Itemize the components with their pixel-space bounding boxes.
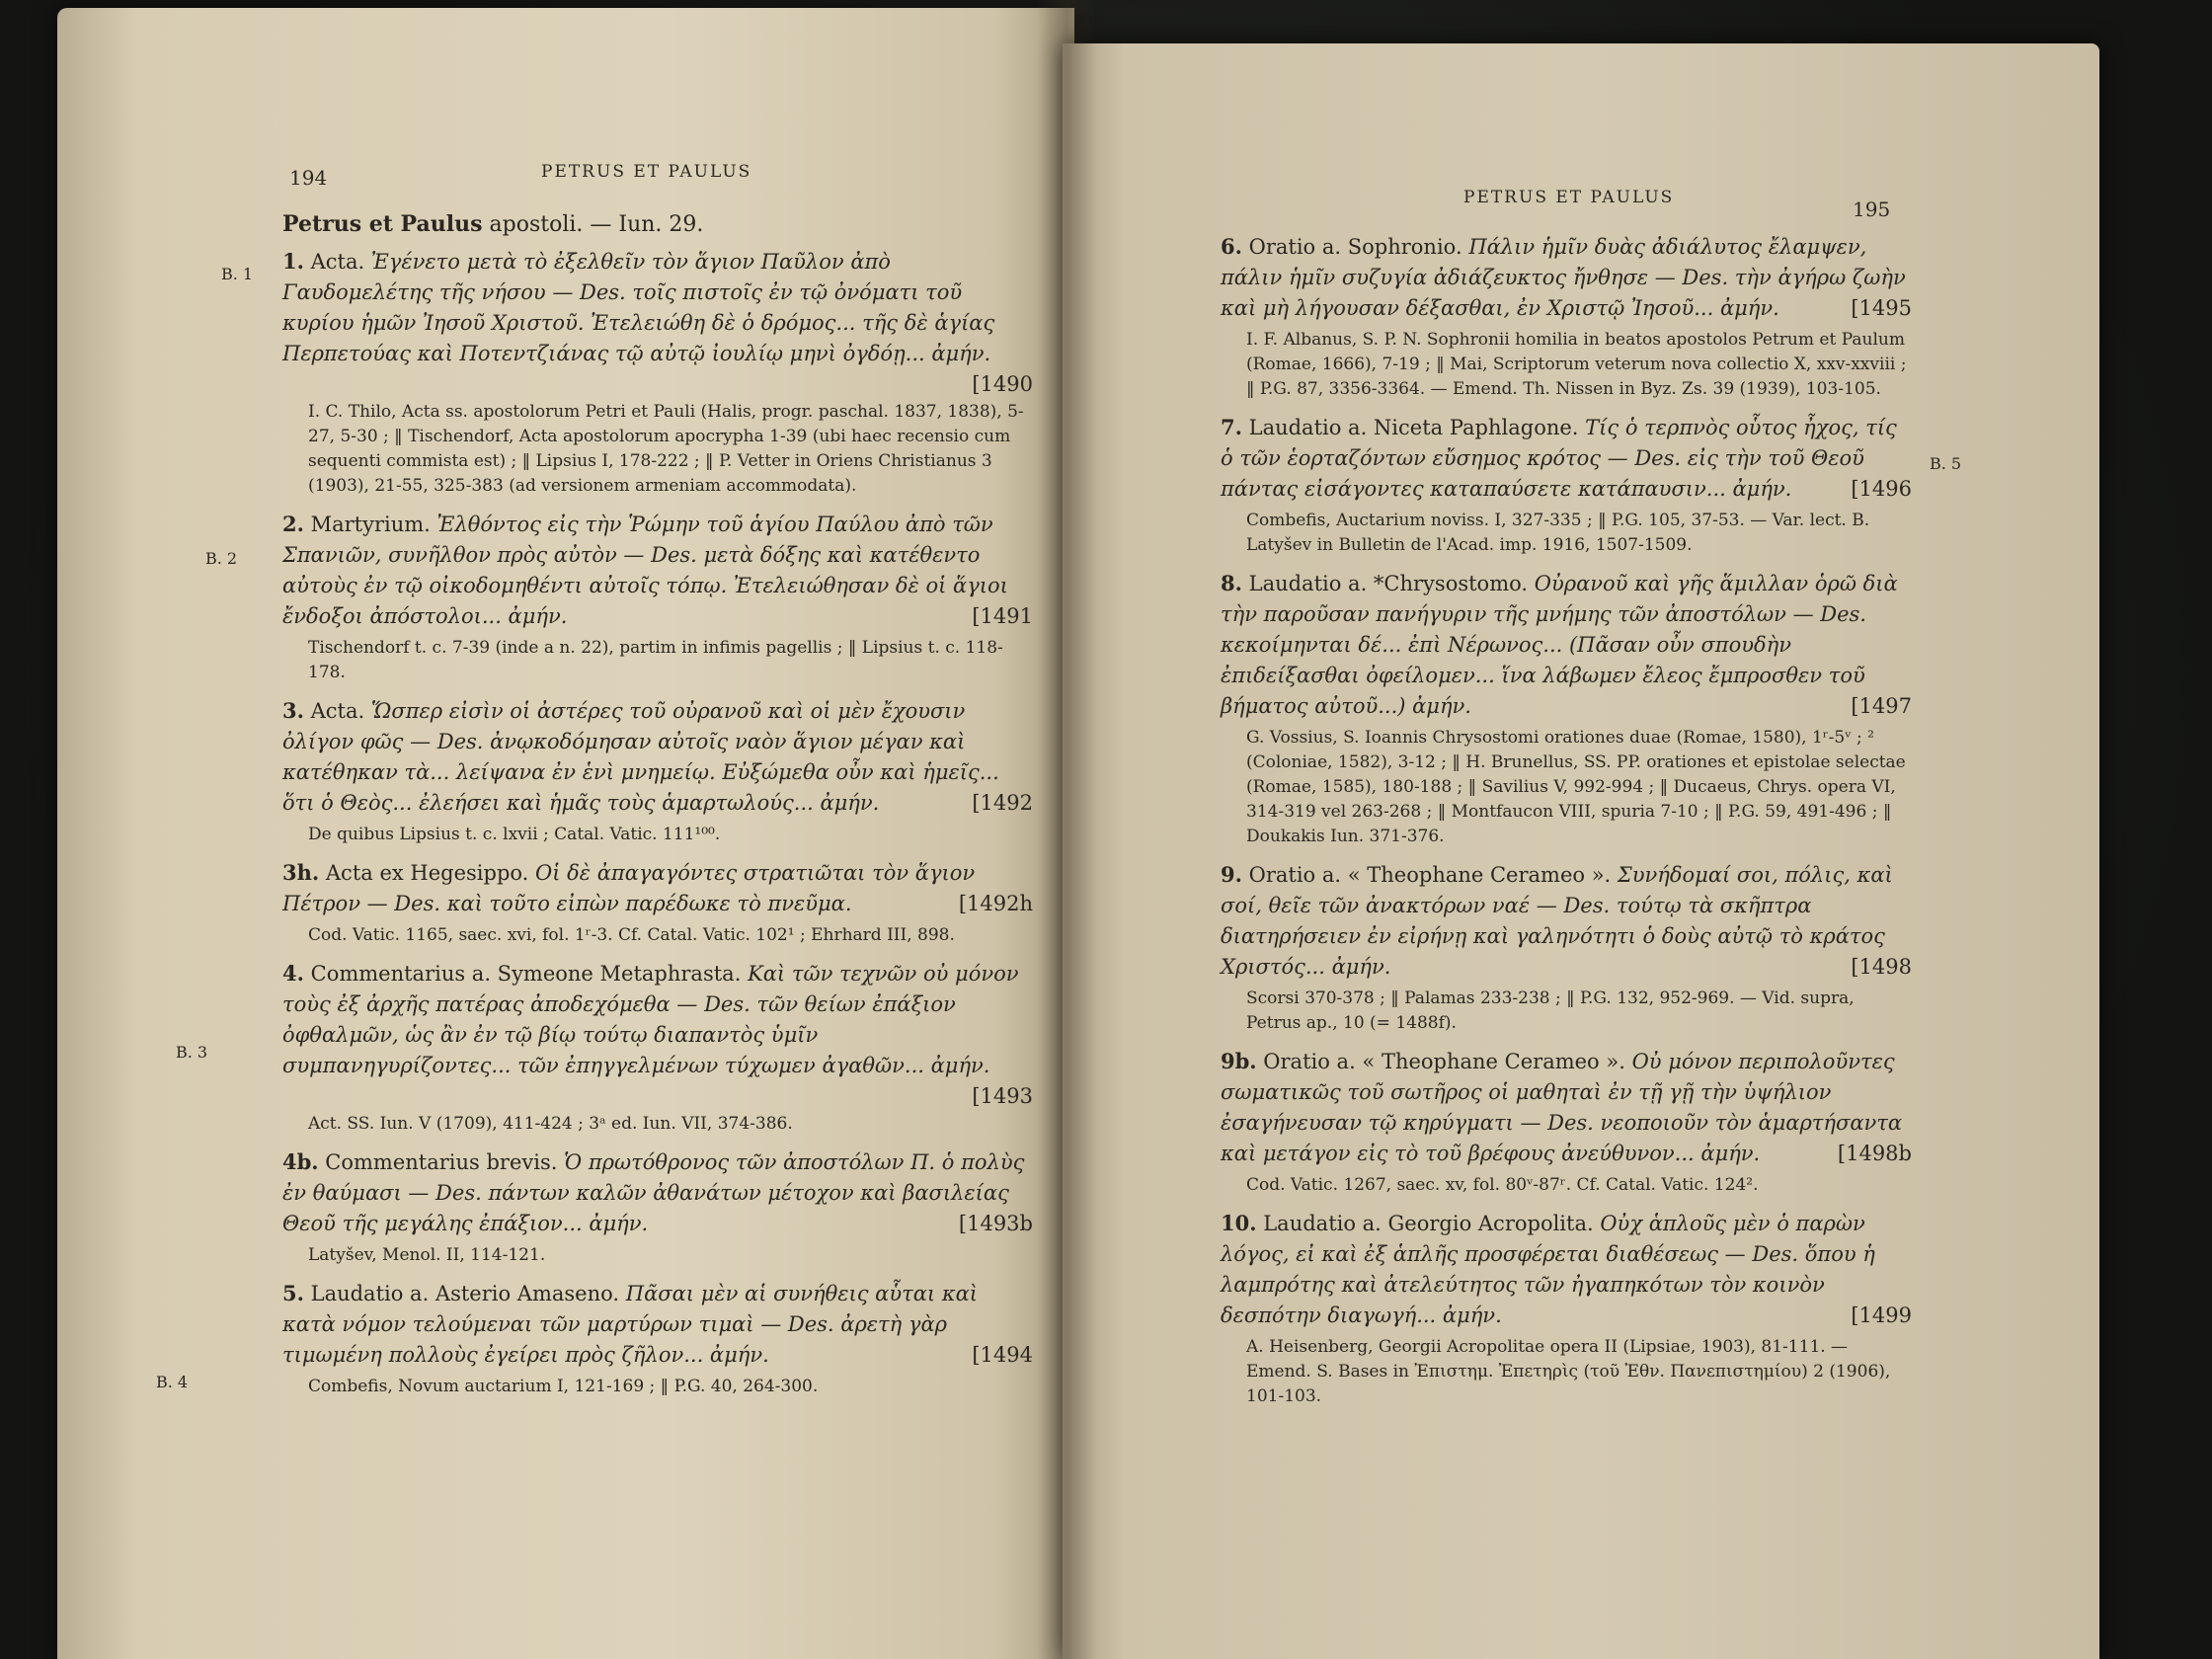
bhg-number: [1490 (972, 372, 1033, 396)
entry-title: Martyrium. (310, 513, 431, 536)
entry-heading (282, 209, 1033, 240)
entry-text (1221, 568, 1912, 722)
entry-title: Laudatio a. Asterio Amaseno. (310, 1282, 620, 1305)
right-entries (1221, 231, 1912, 1409)
catalog-entry (1221, 568, 1912, 849)
bibliography: Combefis, Novum auctarium I, 121-169 ; ‖ P.G. 40, 264-300. (308, 1377, 819, 1396)
bibliography: Cod. Vatic. 1267, saec. xv, fol. 80ᵛ-87ʳ. Cf. Catal. Vatic. 124². (1246, 1175, 1759, 1195)
bhg-number: [1492 (972, 791, 1033, 815)
entry-text (282, 857, 1033, 919)
bhg-number: [1493b (958, 1212, 1033, 1235)
entry-text (1221, 231, 1912, 324)
entry-text (282, 509, 1033, 632)
bibliography: Latyšev, Menol. II, 114-121. (308, 1245, 546, 1265)
entry-number: 4b. (282, 1149, 319, 1174)
book-gutter (1037, 0, 1096, 1659)
greek-incipit: Ἐλθόντος εἰς τὴν Ῥώμην τοῦ ἁγίου Παύλου ἀπὸ τῶν Σπανιῶν, συνῆλθον πρὸς αὐτὸν — Des. μετὰ δόξης καὶ κατέθεντο αὐτοὺς ἐν τῷ οἰκοδομηθέντι αὐτοῖς τόπῳ. Ἐτελειώθησαν δὲ οἱ ἅγιοι ἔνδοξοι ἀπόστολοι... ἀμήν. (282, 513, 1008, 628)
entry-title: Acta. (310, 699, 365, 723)
bhg-number: [1492h (958, 892, 1033, 915)
greek-incipit: Οὐ μόνον περιπολοῦντες σωματικῶς τοῦ σωτῆρος οἱ μαθηταὶ ἐν τῇ γῇ τὴν ὑψήλιον ἐσαγήνευσαν τῷ κηρύγματι — Des. νεοποιοῦν τὸν ἁμαρτήσαντα καὶ μετάγον εἰς τὸ τοῦ βρέφους ἀνεύθυνον... ἀμήν. (1221, 1050, 1903, 1165)
bibliography: De quibus Lipsius t. c. lxvii ; Catal. Vatic. 111¹⁰⁰. (308, 825, 721, 844)
margin-note: B. 4 (156, 1373, 189, 1391)
entry-text (1221, 1208, 1912, 1331)
entry-title: Commentarius a. Symeone Metaphrasta. (310, 962, 742, 986)
margin-note: B. 5 (1930, 454, 1962, 473)
saint-name: Petrus et Paulus (282, 211, 483, 237)
bhg-number: [1497 (1851, 694, 1912, 718)
bhg-number: [1495 (1851, 296, 1912, 320)
entry-text (282, 1278, 1033, 1371)
greek-incipit: Πᾶσαι μὲν αἱ συνήθεις αὗται καὶ κατὰ νόμον τελούμεναι τῶν μαρτύρων τιμαὶ — Des. ἀρετὴ γὰρ τιμωμένη πολλοὺς ἐγείρει πρὸς ζῆλον... ἀμήν. (282, 1282, 979, 1367)
margin-note: B. 1 (221, 265, 254, 283)
entry-text (282, 958, 1033, 1108)
entry-number: 6. (1221, 234, 1242, 259)
bibliography: G. Vossius, S. Ioannis Chrysostomi orationes duae (Romae, 1580), 1ʳ-5ᵛ ; ² (Coloniae, 1582), 3-12 ; ‖ H. Brunellus, SS. PP. orationes et epistolae selectae (Romae, 1585), 180-188 ; ‖ Savilius V, 992-994 ; ‖ Ducaeus, Chrys. opera VI, 314-319 vel 263-268 ; ‖ Montfaucon VIII, spuria 7-10 ; ‖ P.G. 59, 491-496 ; ‖ Doukakis Iun. 371-376. (1246, 728, 1906, 846)
entry-number: 2. (282, 512, 304, 536)
left-running-head: PETRUS ET PAULUS (541, 162, 752, 182)
entry-number: 3. (282, 698, 304, 723)
entry-title: Laudatio a. Niceta Paphlagone. (1248, 416, 1579, 439)
greek-incipit: Τίς ὁ τερπνὸς οὗτος ἦχος, τίς ὁ τῶν ἑορταζόντων εὔσημος κρότος — Des. εἰς τὴν τοῦ Θεοῦ πάντας εἰσάγοντες καταπαύσετε κατάπαυσιν... ἀμήν. (1221, 416, 1897, 501)
catalog-entry (1221, 231, 1912, 402)
greek-incipit: Ὥσπερ εἰσὶν οἱ ἀστέρες τοῦ οὐρανοῦ καὶ οἱ μὲν ἔχουσιν ὀλίγον φῶς — Des. ἀνῳκοδόμησαν αὐτοῖς ναὸν ἅγιον μέγαν καὶ κατέθηκαν τὰ... λείψανα ἐν ἑνὶ μνημείῳ. Εὐξώμεθα οὖν καὶ ἡμεῖς... ὅτι ὁ Θεὸς... ἐλεήσει καὶ ἡμᾶς τοὺς ἁμαρτωλούς... ἀμήν. (282, 699, 999, 815)
left-page-number: 194 (289, 166, 328, 190)
bibliography: Tischendorf t. c. 7-39 (inde a n. 22), partim in infimis pagellis ; ‖ Lipsius t. c. 118-178. (308, 638, 1003, 682)
greek-incipit: Ὁ πρωτόθρονος τῶν ἀποστόλων Π. ὁ πολὺς ἐν θαύμασι — Des. πάντων καλῶν ἀθανάτων μέτοχον καὶ βασιλείας Θεοῦ τῆς μεγάλης ἐπάξιον... ἀμήν. (282, 1150, 1025, 1235)
entry-text (282, 1146, 1033, 1239)
entry-title: Laudatio a. Georgio Acropolita. (1263, 1212, 1594, 1235)
entry-number: 3h. (282, 860, 320, 885)
bibliography: Combefis, Auctarium noviss. I, 327-335 ; ‖ P.G. 105, 37-53. — Var. lect. B. Latyšev in Bulletin de l'Acad. imp. 1916, 1507-1509. (1246, 511, 1870, 555)
entry-text (282, 246, 1033, 396)
bibliography: I. C. Thilo, Acta ss. apostolorum Petri et Pauli (Halis, progr. paschal. 1837, 1838), 5-27, 5-30 ; ‖ Tischendorf, Acta apostolorum apocrypha 1-39 (ubi haec recensio cum sequenti commista est) ; ‖ Lipsius I, 178-222 ; ‖ P. Vetter in Oriens Christianus 3 (1903), 21-55, 325-383 (ad versionem armeniam accommodata). (308, 402, 1024, 496)
bhg-number: [1496 (1851, 477, 1912, 501)
bhg-number: [1491 (972, 604, 1033, 628)
left-column (282, 209, 1033, 1409)
greek-incipit: Πάλιν ἡμῖν δυὰς ἀδιάλυτος ἔλαμψεν, πάλιν ἡμῖν συζυγία ἀδιάζευκτος ἤνθησε — Des. τὴν ἀγήρω ζωὴν καὶ μὴ λήγουσαν δέξασθαι, ἐν Χριστῷ Ἰησοῦ... ἀμήν. (1221, 235, 1906, 320)
bhg-number: [1498 (1851, 955, 1912, 979)
entry-number: 8. (1221, 571, 1242, 595)
greek-incipit: Οὐρανοῦ καὶ γῆς ἅμιλλαν ὁρῶ διὰ τὴν παροῦσαν πανήγυριν τῆς μνήμης τῶν ἀποστόλων — Des. κεκοίμηνται δέ... ἐπὶ Νέρωνος... (Πᾶσαν οὖν σπουδὴν ἐπιδείξασθαι ὀφείλομεν... ἵνα λάβωμεν ἔλεος ἔμπροσθεν τοῦ βήματος αὐτοῦ...) ἀμήν. (1221, 572, 1898, 718)
catalog-entry (282, 1278, 1033, 1399)
greek-incipit: Ἐγένετο μετὰ τὸ ἐξελθεῖν τὸν ἅγιον Παῦλον ἀπὸ Γαυδομελέτης τῆς νήσου — Des. τοῖς πιστοῖς ἐν τῷ ὀνόματι τοῦ κυρίου ἡμῶν Ἰησοῦ Χριστοῦ. Ἐτελειώθη δὲ ὁ δρόμος... τῆς δὲ ἁγίας Περπετούας καὶ Ποτεντζιάνας τῷ αὐτῷ ἰουλίῳ μηνὶ ὀγδόῃ... ἀμήν. (282, 250, 995, 365)
entry-number: 7. (1221, 415, 1242, 439)
bhg-number: [1499 (1851, 1304, 1912, 1327)
bibliography: Scorsi 370-378 ; ‖ Palamas 233-238 ; ‖ P.G. 132, 952-969. — Vid. supra, Petrus ap., 10 (= 1488f). (1246, 988, 1855, 1033)
entry-number: 10. (1221, 1211, 1257, 1235)
right-column (1221, 231, 1912, 1419)
bibliography: I. F. Albanus, S. P. N. Sophronii homilia in beatos apostolos Petrum et Paulum (Romae, 1666), 7-19 ; ‖ Mai, Scriptorum veterum nova collectio X, xxv-xxviii ; ‖ P.G. 87, 3356-3364. — Emend. Th. Nissen in Byz. Zs. 39 (1939), 103-105. (1246, 330, 1907, 399)
entry-text (1221, 859, 1912, 983)
right-running-head: PETRUS ET PAULUS (1463, 188, 1675, 207)
bibliography: Cod. Vatic. 1165, saec. xvi, fol. 1ʳ-3. Cf. Catal. Vatic. 102¹ ; Ehrhard III, 898. (308, 925, 955, 945)
catalog-entry (282, 246, 1033, 499)
right-page (1063, 43, 2099, 1659)
entry-number: 5. (282, 1281, 304, 1305)
bhg-number: [1493 (972, 1084, 1033, 1108)
entry-number: 9b. (1221, 1049, 1257, 1073)
bhg-number: [1494 (972, 1343, 1033, 1367)
entry-title: Oratio a. Sophronio. (1248, 235, 1462, 259)
entry-number: 9. (1221, 862, 1242, 887)
catalog-entry (282, 857, 1033, 948)
entry-title: Acta. (310, 250, 365, 274)
heading-rest: apostoli. — Iun. 29. (489, 212, 704, 237)
catalog-entry (1221, 1046, 1912, 1198)
entry-number: 4. (282, 961, 304, 986)
catalog-entry (282, 1146, 1033, 1268)
entry-title: Oratio a. « Theophane Cerameo ». (1248, 863, 1612, 887)
entry-text (1221, 1046, 1912, 1169)
margin-note: B. 3 (176, 1043, 208, 1062)
entry-title: Acta ex Hegesippo. (325, 861, 529, 885)
left-entries (282, 246, 1033, 1399)
entry-text (1221, 412, 1912, 505)
greek-incipit: Καὶ τῶν τεχνῶν οὐ μόνον τοὺς ἐξ ἀρχῆς πατέρας ἀποδεχόμεθα — Des. τῶν θείων ἐπάξιον ὀφθαλμῶν, ὡς ἂν ἐν τῷ βίῳ τούτῳ διαπαντὸς ὑμῖν συμπανηγυρίζοντες... τῶν ἐπηγγελμένων τύχωμεν ἀγαθῶν... ἀμήν. (282, 962, 1019, 1077)
greek-incipit: Οἱ δὲ ἀπαγαγόντες στρατιῶται τὸν ἅγιον Πέτρον — Des. καὶ τοῦτο εἰπὼν παρέδωκε τὸ πνεῦμα. (282, 861, 976, 915)
margin-note: B. 2 (205, 549, 238, 568)
right-page-number: 195 (1853, 198, 1891, 221)
catalog-entry (1221, 1208, 1912, 1409)
entry-title: Oratio a. « Theophane Cerameo ». (1263, 1050, 1625, 1073)
catalog-entry (282, 695, 1033, 847)
entry-number: 1. (282, 249, 304, 274)
bibliography: Act. SS. Iun. V (1709), 411-424 ; 3ᵃ ed. Iun. VII, 374-386. (308, 1114, 793, 1134)
bhg-number: [1498b (1837, 1142, 1912, 1165)
catalog-entry (282, 958, 1033, 1137)
greek-incipit: Συνήδομαί σοι, πόλις, καὶ σοί, θεῖε τῶν ἀνακτόρων ναέ — Des. τούτῳ τὰ σκῆπτρα διατηρήσειεν ἐν εἰρήνῃ καὶ γαληνότητι ὁ δοὺς αὐτῷ τὸ κράτος Χριστός... ἀμήν. (1221, 863, 1893, 979)
bibliography: A. Heisenberg, Georgii Acropolitae opera II (Lipsiae, 1903), 81-111. — Emend. S. Bases in Ἐπιστημ. Ἐπετηρὶς (τοῦ Ἐθν. Πανεπιστημίου) 2 (1906), 101-103. (1246, 1337, 1891, 1406)
greek-incipit: Οὐχ ἁπλοῦς μὲν ὁ παρὼν λόγος, εἰ καὶ ἐξ ἁπλῆς προσφέρεται διαθέσεως — Des. ὅπου ἡ λαμπρότης καὶ ἀτελεύτητος τῶν ἠγαπηκότων τὸν κοινὸν δεσπότην διαγωγή... ἀμήν. (1221, 1212, 1875, 1327)
entry-title: Commentarius brevis. (325, 1150, 558, 1174)
entry-title: Laudatio a. *Chrysostomo. (1248, 572, 1529, 595)
catalog-entry (1221, 412, 1912, 558)
entry-text (282, 695, 1033, 819)
left-page (57, 8, 1074, 1659)
catalog-entry (1221, 859, 1912, 1036)
catalog-entry (282, 509, 1033, 685)
